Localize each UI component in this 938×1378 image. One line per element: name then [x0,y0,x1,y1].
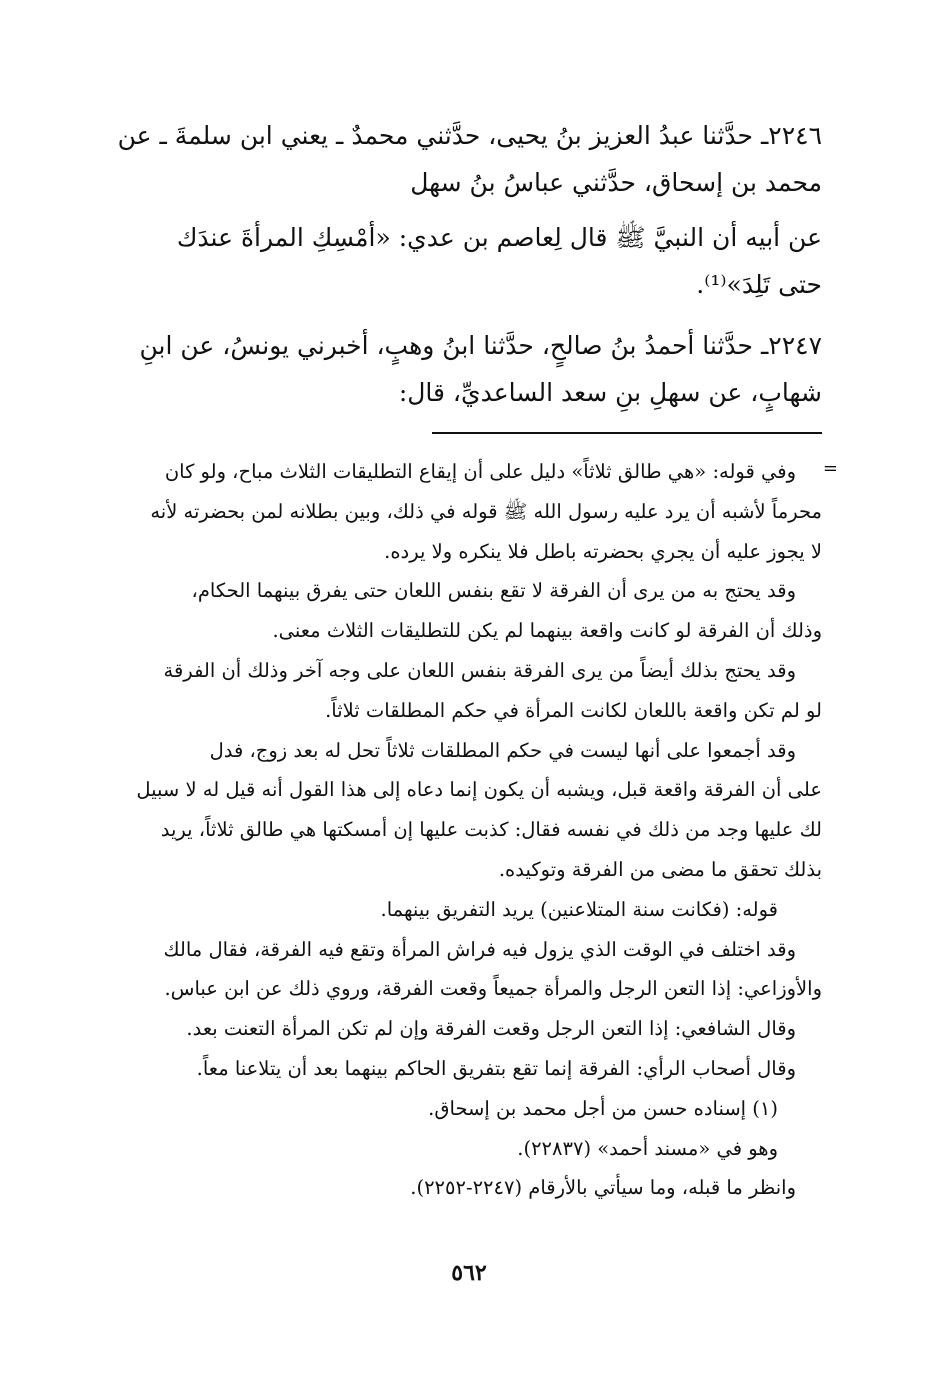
note-line: لك عليها وجد من ذلك في نفسه فقال: كذبت عليها إن أمسكتها هي طالق ثلاثاً، يريد [160,818,822,842]
note-line: والأوزاعي: إذا التعن الرجل والمرأة جميعاً وقعت الفرقة، وروي ذلك عن ابن عباس. [164,977,822,1001]
note-line: وقد يحتج بذلك أيضاً من يرى الفرقة بنفس اللعان على وجه آخر وذلك أن الفرقة [163,658,796,682]
note-line: بذلك تحقق ما مضى من الفرقة وتوكيده. [498,857,822,881]
text-line: ٢٢٤٦ـ حدَّثنا عبدُ العزيز بنُ يحيى، حدَّثني محمدٌ ـ يعني ابن سلمةَ ـ عن [117,121,822,150]
note-paragraph [100,651,822,731]
note-paragraph [100,731,822,890]
text-line: محمد بن إسحاق، حدَّثني عباسُ بنُ سهل [410,168,822,197]
note-line: وقد أجمعوا على أنها ليست في حكم المطلقات ثلاثاً تحل له بعد زوج، فدل [209,738,796,762]
footnote-separator [432,432,822,434]
note-line: وقد يحتج به من يرى أن الفرقة لا تقع بنفس اللعان حتى يفرق بينهما الحكام، [191,579,796,603]
text-line: عن أبيه أن النبيَّ ﷺ قال لِعاصم بن عدي: «أمْسِكِ المرأةَ عندَك [176,223,822,252]
page-number: ٥٦٢ [451,1260,487,1286]
note-paragraph [100,930,822,1010]
note-line: وقال أصحاب الرأي: الفرقة إنما تقع بتفريق الحاكم بينهما بعد أن يتلاعنا معاً. [196,1056,796,1080]
continuation-mark: = [822,458,838,479]
note-paragraph [100,452,822,571]
text-line: حتى تَلِدَ»⁽¹⁾. [696,270,822,299]
main-text [100,112,822,416]
page [100,112,838,1200]
hadith-2247-isnad [100,322,822,416]
text-line: ٢٢٤٧ـ حدَّثنا أحمدُ بنُ صالحٍ، حدَّثنا ابنُ وهبٍ، أخبرني يونسُ، عن ابنِ [139,331,822,360]
hadith-2246-isnad [100,112,822,206]
note-line: وذلك أن الفرقة لو كانت واقعة بينهما لم يكن للتطليقات الثلاث معنى. [272,619,822,643]
note-line: محرماً لأشبه أن يرد عليه رسول الله ﷺ قوله في ذلك، وبين بطلانه لمن بحضرته لأنه [150,499,822,523]
footnote-line: وهو في «مسند أحمد» (٢٢٨٣٧). [517,1136,778,1160]
note-line: وقال الشافعي: إذا التعن الرجل وقعت الفرقة وإن لم تكن المرأة التعنت بعد. [186,1017,796,1041]
footnote-line: وانظر ما قبله، وما سيأتي بالأرقام (٢٢٤٧-٢٢٥٢). [410,1176,796,1200]
note-line: وقد اختلف في الوقت الذي يزول فيه فراش المرأة وتقع فيه الفرقة، فقال مالك [163,937,796,961]
note-line: وفي قوله: «هي طالق ثلاثاً» دليل على أن إيقاع التطليقات الثلاث مباح، ولو كان [164,460,796,483]
footnote-1: (١) إسناده حسن من أجل محمد بن إسحاق. [428,1096,778,1120]
note-line: قوله: (فكانت سنة المتلاعنين) يريد التفريق بينهما. [380,897,778,921]
note-line: على أن الفرقة واقعة قبل، ويشبه أن يكون إنما دعاه إلى هذا القول أنه قيل له لا سبيل [136,778,822,802]
note-line: لو لم تكن واقعة باللعان لكانت المرأة في حكم المطلقات ثلاثاً. [325,698,822,722]
note-paragraph [100,571,822,651]
note-line: لا يجوز عليه أن يجري بحضرته باطل فلا ينكره ولا يرده. [384,539,822,563]
footnotes [100,452,838,1208]
text-line: شهابٍ، عن سهلِ بنِ سعد الساعديِّ، قال: [398,378,822,407]
hadith-2246-matn [100,214,822,308]
